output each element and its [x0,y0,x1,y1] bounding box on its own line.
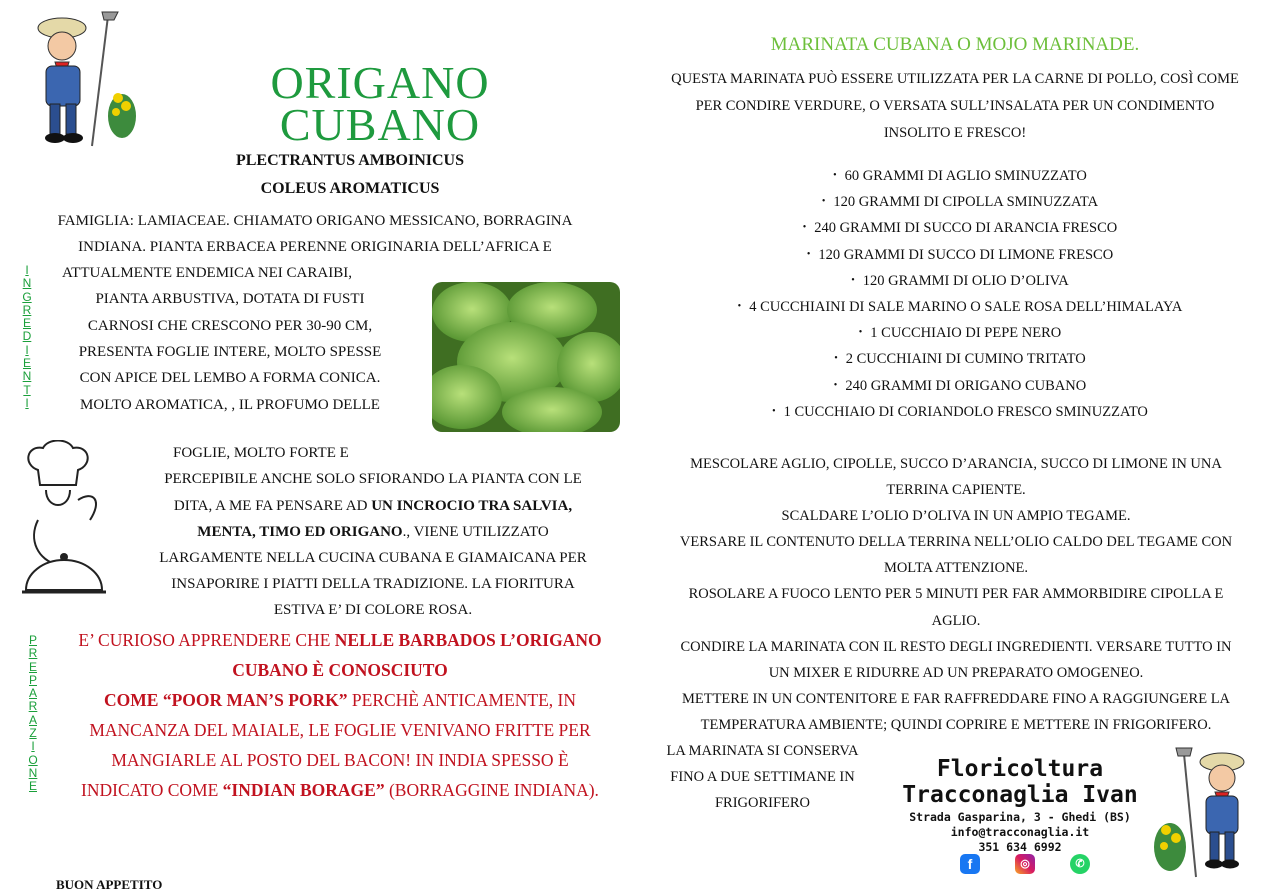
brand-contacts [890,810,1150,855]
description-line: MOLTO AROMATICA, , IL PROFUMO DELLE [80,397,380,413]
vertical-letter: I [25,263,29,277]
recipe-heading: MARINATA CUBANA O MOJO MARINADE. [770,34,1140,55]
vertical-letter: I [25,342,29,357]
curiosity-highlight: NELLE BARBADOS L’ORIGANO [334,630,602,650]
step-line: SCALDARE L’OLIO D’OLIVA IN UN AMPIO TEGAME. [781,508,1131,525]
curiosity-highlight: COME “POOR MAN’S PORK” [104,690,348,710]
vertical-letter: I [25,395,29,410]
vertical-letter: I [31,739,35,754]
intro-line: PER CONDIRE VERDURE, O VERSATA SULL’INSALATA PER UN CONDIMENTO [695,98,1215,114]
title-line-2: CUBANO [279,99,481,150]
description-line: LARGAMENTE NELLA CUCINA CUBANA E GIAMAICANA PER [159,550,587,566]
title-line-1: ORIGANO [270,57,490,108]
preparation-steps [648,451,1264,738]
ingredient-item: • 1 CUCCHIAIO DI PEPE NERO [660,320,1260,346]
step-line: VERSARE IL CONTENUTO DELLA TERRINA NELL’OLIO CALDO DEL TEGAME CON [679,534,1233,551]
vertical-letter: E [28,779,37,794]
brand-address: Strada Gasparina, 3 - Ghedi (BS) [909,810,1131,824]
step-line: MOLTA ATTENZIONE. [883,560,1029,577]
farmer-logo-icon [22,6,137,151]
step-line: UN MIXER E RIDURRE AD UN PREPARATO OMOGENEO. [768,664,1144,681]
intro-line: QUESTA MARINATA PUÒ ESSERE UTILIZZATA PER LA CARNE DI POLLO, COSÌ COME [671,71,1239,87]
subtitle-latin-1: PLECTRANTUS AMBOINICUS [235,152,465,169]
oregano-plant-photo [432,282,620,432]
curiosity-text: MANGIARLE AL POSTO DEL BACON! IN INDIA SPESSO È [111,750,569,770]
description-text: ., VIENE UTILIZZATO [402,524,549,540]
description-line: FAMIGLIA: LAMIACEAE. CHIAMATO ORIGANO MESSICANO, BORRAGINA [57,213,573,229]
description-line: ATTUALMENTE ENDEMICA NEI CARAIBI, [62,265,352,281]
storage-line: FINO A DUE SETTIMANE IN [670,769,855,785]
ingredient-item: • 120 GRAMMI DI CIPOLLA SMINUZZATA [660,189,1260,215]
step-line: TEMPERATURA AMBIENTE; QUINDI COPRIRE E METTERE IN FRIGORIFERO. [700,716,1212,733]
step-line: AGLIO. [931,612,981,629]
ingredient-item: • 240 GRAMMI DI SUCCO DI ARANCIA FRESCO [660,215,1260,241]
page-title [250,57,510,150]
vertical-letter: O [28,752,38,767]
description-line: CARNOSI CHE CRESCONO PER 30-90 CM, [87,318,373,334]
highlight-text: MENTA, TIMO ED ORIGANO [197,524,403,540]
description-text: DITA, A ME FA PENSARE AD [173,498,372,514]
chef-icon [18,440,108,610]
description-line [120,493,626,519]
step-line: METTERE IN UN CONTENITORE E FAR RAFFREDDARE FINO A RAGGIUNGERE LA [681,690,1231,707]
brand-name [880,756,1160,808]
ingredient-item: • 240 GRAMMI DI ORIGANO CUBANO [660,373,1260,399]
description-line [120,519,626,545]
step-line: TERRINA CAPIENTE. [886,482,1026,499]
description-line: PERCEPIBILE ANCHE SOLO SFIORANDO LA PIANTA CON LE [164,471,582,487]
description-line: FOGLIE, MOLTO FORTE E [173,445,349,461]
brand-line-1: Floricoltura [936,756,1104,782]
description-line: INDIANA. PIANTA ERBACEA PERENNE ORIGINARIA DELL’AFRICA E [78,239,552,255]
vertical-letter: E [22,316,31,331]
storage-line: LA MARINATA SI CONSERVA [666,743,859,759]
vertical-letter: A [28,712,37,727]
vertical-letter: P [28,633,37,647]
curiosity-highlight: “INDIAN BORAGE” [222,780,385,800]
vertical-letter: P [28,672,37,687]
farmer-logo-small-icon [1150,742,1262,882]
step-line: ROSOLARE A FUOCO LENTO PER 5 MINUTI PER FAR AMMORBIDIRE CIPOLLA E [688,586,1224,603]
curiosity-text: MANCANZA DEL MAIALE, LE FOGLIE VENIVANO FRITTE PER [89,720,591,740]
subtitle-latin-2: COLEUS AROMATICUS [260,180,440,197]
vertical-label-ingredienti [20,264,34,410]
vertical-letter: A [28,686,37,701]
vertical-letter: T [23,382,31,397]
vertical-letter: N [22,369,32,384]
curiosity-text: (BORRAGGINE INDIANA). [384,780,599,800]
description-line: ESTIVA E’ DI COLORE ROSA. [273,602,473,618]
whatsapp-icon[interactable]: ✆ [1070,854,1090,874]
vertical-letter: G [22,289,32,304]
ingredient-item: • 60 GRAMMI DI AGLIO SMINUZZATO [660,163,1260,189]
brand-phone: 351 634 6992 [978,840,1062,854]
description-line: INSAPORIRE I PIATTI DELLA TRADIZIONE. LA FIORITURA [171,576,575,592]
curiosity-text: PERCHÈ ANTICAMENTE, IN [347,690,576,710]
ingredient-item: • 120 GRAMMI DI OLIO D’OLIVA [660,268,1260,294]
vertical-letter: E [28,659,37,674]
storage-note [655,738,870,816]
recipe-intro [645,66,1265,147]
curiosity-paragraph [40,625,640,805]
vertical-letter: E [22,356,31,371]
instagram-icon[interactable]: ◎ [1015,854,1035,874]
brand-line-2: Tracconaglia Ivan [902,782,1138,808]
vertical-letter: R [28,646,38,661]
intro-line: INSOLITO E FRESCO! [883,125,1027,141]
ingredient-item: • 2 CUCCHIAINI DI CUMINO TRITATO [660,346,1260,372]
facebook-icon[interactable]: f [960,854,980,874]
brand-email[interactable]: info@tracconaglia.it [950,825,1090,839]
curiosity-text: INDICATO COME [81,780,223,800]
ingredient-list [660,163,1260,425]
highlight-text: UN INCROCIO TRA SALVIA, [371,498,573,514]
storage-line: FRIGORIFERO [714,795,811,811]
vertical-letter: N [22,276,32,291]
vertical-letter: R [22,302,32,317]
ingredient-item: • 120 GRAMMI DI SUCCO DI LIMONE FRESCO [660,242,1260,268]
footer-text: BUON APPETITO [56,877,163,892]
vertical-letter: D [22,329,32,344]
ingredient-item: • 1 CUCCHIAIO DI CORIANDOLO FRESCO SMINUZZATO [660,399,1260,425]
curiosity-highlight: CUBANO È CONOSCIUTO [232,660,448,680]
ingredient-item: • 4 CUCCHIAINI DI SALE MARINO O SALE ROSA DELL’HIMALAYA [660,294,1260,320]
description-line: PRESENTA FOGLIE INTERE, MOLTO SPESSE [78,344,382,360]
step-line: CONDIRE LA MARINATA CON IL RESTO DEGLI INGREDIENTI. VERSARE TUTTO IN [680,638,1232,655]
social-icons [960,854,1090,874]
step-line: MESCOLARE AGLIO, CIPOLLE, SUCCO D’ARANCIA, SUCCO DI LIMONE IN UNA [690,456,1222,472]
description-line: PIANTA ARBUSTIVA, DOTATA DI FUSTI [95,291,365,307]
vertical-letter: Z [29,726,37,741]
description-line: CON APICE DEL LEMBO A FORMA CONICA. [79,370,381,386]
vertical-letter: R [28,699,38,714]
vertical-letter: N [28,765,38,780]
curiosity-text: E’ CURIOSO APPRENDERE CHE [78,630,335,650]
vertical-label-preparazione [26,634,40,794]
